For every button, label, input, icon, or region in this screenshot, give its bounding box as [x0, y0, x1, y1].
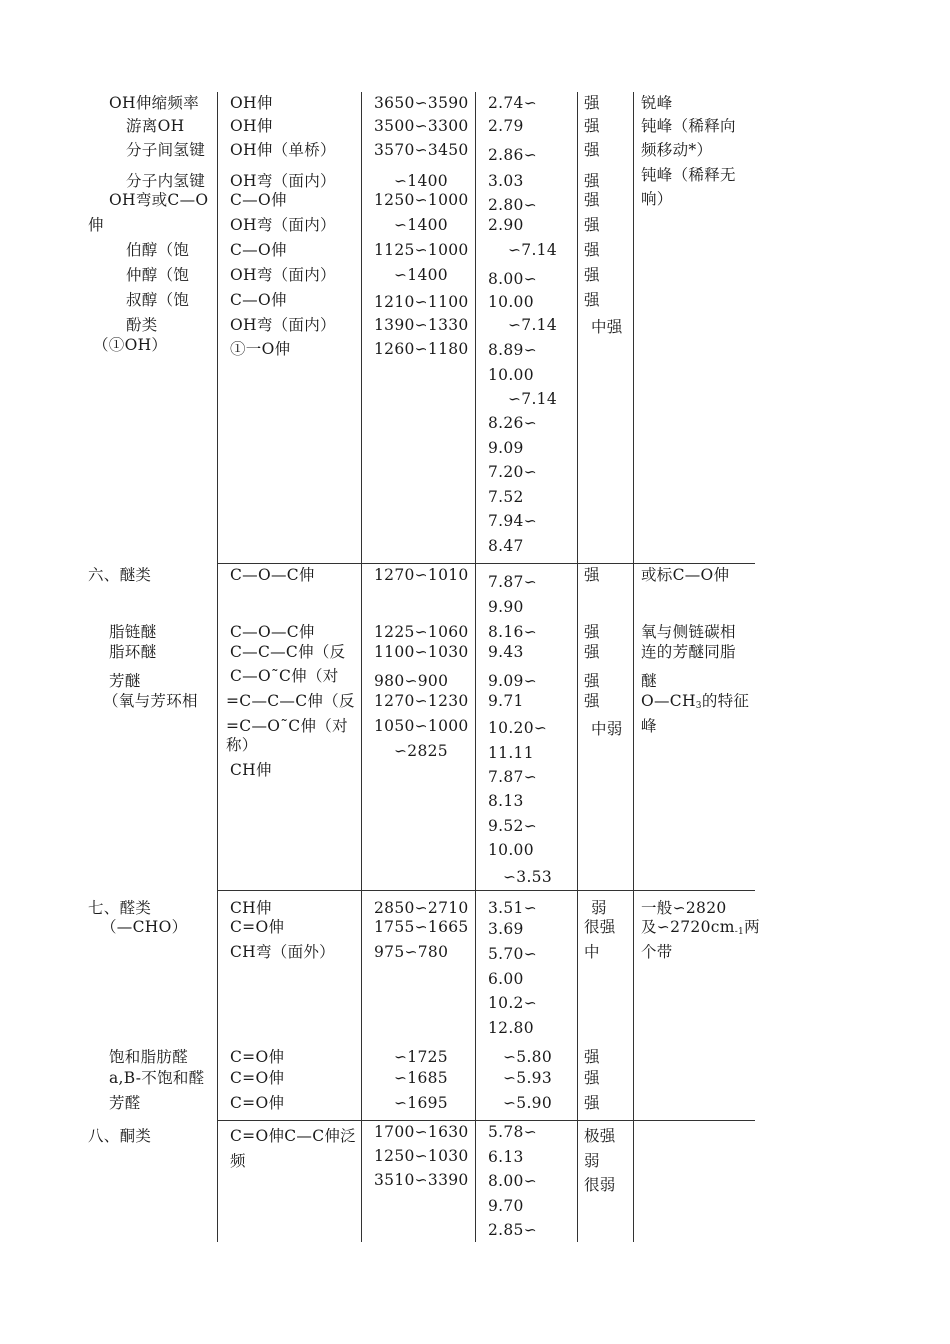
intensity: 强: [584, 643, 600, 661]
group-label: 分子内氢键: [126, 172, 206, 190]
vibration-mode: 频: [230, 1152, 246, 1170]
wavelength: ∽5.93: [503, 1069, 552, 1087]
wavelength: 7.94∽: [488, 512, 537, 530]
wavelength: 7.87∽: [488, 573, 537, 591]
wavelength: 2.86∽: [488, 146, 537, 164]
intensity: 很弱: [584, 1176, 616, 1194]
wavenumber: 1755∽1665: [374, 918, 469, 936]
vibration-mode: C—O伸: [230, 191, 287, 209]
wavenumber: 1210∽1100: [374, 293, 469, 311]
group-label: OH弯或C—O: [109, 191, 209, 209]
wavenumber: 3510∽3390: [374, 1171, 469, 1189]
vibration-mode: OH伸（单桥）: [230, 141, 336, 159]
wavenumber: 1700∽1630: [374, 1123, 469, 1141]
vibration-mode: C—O伸: [230, 241, 287, 259]
wavelength: 10.00: [488, 293, 534, 311]
remark: 锐峰: [641, 94, 673, 112]
wavenumber: ∽1725: [394, 1048, 448, 1066]
intensity: 强: [584, 94, 600, 112]
group-label: 游离OH: [126, 117, 185, 135]
remark: 醚: [641, 672, 657, 690]
intensity: 强: [584, 623, 600, 641]
wavenumber: ∽1695: [394, 1094, 448, 1112]
wavelength: ∽5.90: [503, 1094, 552, 1112]
vibration-mode: C—C—C伸（反: [230, 643, 346, 661]
wavelength: 2.79: [488, 117, 524, 135]
wavenumber: 1250∽1000: [374, 191, 469, 209]
vibration-mode: ①一O伸: [230, 340, 291, 358]
wavelength: 7.52: [488, 488, 524, 506]
vibration-mode: CH伸: [230, 761, 272, 779]
wavelength: 7.20∽: [488, 463, 537, 481]
intensity: 很强: [584, 918, 616, 936]
remark: 钝峰（稀释向: [641, 117, 736, 135]
wavelength: 10.2∽: [488, 994, 537, 1012]
vibration-mode: C—O˜C伸（对: [230, 667, 339, 685]
group-label: 脂链醚: [109, 623, 157, 641]
wavelength: 6.00: [488, 970, 524, 988]
wavenumber: ∽1400: [394, 266, 448, 284]
remark-part: 两: [744, 918, 760, 936]
wavelength: 2.85∽: [488, 1221, 537, 1239]
row-divider-ketone: [218, 1120, 755, 1121]
wavelength: 9.90: [488, 598, 524, 616]
intensity: 强: [584, 191, 600, 209]
group-label: （①OH）: [93, 336, 168, 354]
column-divider-4: [577, 92, 578, 1242]
wavelength: 6.13: [488, 1148, 524, 1166]
wavelength: 8.47: [488, 537, 524, 555]
wavelength: 12.80: [488, 1019, 534, 1037]
column-divider-5: [633, 92, 634, 1242]
wavenumber: 1100∽1030: [374, 643, 469, 661]
wavenumber: ∽1400: [394, 216, 448, 234]
group-label: a,B-不饱和醛: [109, 1069, 205, 1087]
row-divider-aldehyde: [218, 890, 755, 891]
wavelength: 9.43: [488, 643, 524, 661]
remark: 氧与侧链碳相: [641, 623, 736, 641]
column-divider-2: [361, 92, 362, 1242]
vibration-mode: C=O伸: [230, 1094, 285, 1112]
wavelength: 9.09: [488, 439, 524, 457]
wavelength: 8.16∽: [488, 623, 537, 641]
wavelength: 9.52∽: [488, 817, 537, 835]
remark-part: 及∽2720cm: [641, 918, 735, 936]
wavenumber: 2850∽2710: [374, 899, 469, 917]
wavenumber: 975∽780: [374, 943, 449, 961]
wavelength: 2.80∽: [488, 196, 537, 214]
group-label: 分子间氢键: [126, 141, 206, 159]
vibration-mode: =C—C—C伸（反: [226, 692, 355, 710]
wavenumber: 3570∽3450: [374, 141, 469, 159]
intensity: 强: [584, 216, 600, 234]
remark-subscript: 3: [695, 701, 702, 711]
wavelength: ∽7.14: [508, 316, 557, 334]
vibration-mode: OH伸: [230, 94, 273, 112]
wavelength: 3.03: [488, 172, 524, 190]
group-label: 饱和脂肪醛: [109, 1048, 189, 1066]
wavelength: 10.20∽: [488, 719, 548, 737]
vibration-mode: C—O伸: [230, 291, 287, 309]
wavenumber: 1050∽1000: [374, 717, 469, 735]
wavelength: 7.87∽: [488, 768, 537, 786]
vibration-mode: =C—O˜C伸（对: [226, 717, 348, 735]
intensity: 强: [584, 241, 600, 259]
wavelength: 10.00: [488, 366, 534, 384]
row-divider-ether: [218, 563, 755, 564]
group-label: （氧与芳环相: [103, 692, 198, 710]
wavenumber: ∽2825: [394, 742, 448, 760]
wavelength: 3.69: [488, 920, 524, 938]
remark: 响）: [641, 190, 673, 208]
group-label: （—CHO）: [101, 918, 188, 936]
vibration-mode: OH弯（面内）: [230, 172, 336, 190]
intensity: 强: [584, 172, 600, 190]
section-heading: 六、醚类: [88, 566, 152, 584]
wavelength: ∽5.80: [503, 1048, 552, 1066]
vibration-mode: CH弯（面外）: [230, 943, 335, 961]
group-label: 仲醇（饱: [126, 266, 190, 284]
vibration-mode: OH伸: [230, 117, 273, 135]
wavelength: 9.09∽: [488, 672, 537, 690]
wavenumber: 980∽900: [374, 672, 449, 690]
intensity: 强: [584, 566, 600, 584]
wavelength: 11.11: [488, 744, 534, 762]
wavelength: 8.89∽: [488, 341, 537, 359]
intensity: 强: [584, 1048, 600, 1066]
remark: 一般∽2820: [641, 899, 727, 917]
vibration-mode: OH弯（面内）: [230, 316, 336, 334]
remark-part: 的特征: [701, 692, 750, 710]
wavenumber: 1250∽1030: [374, 1147, 469, 1165]
intensity: 中弱: [591, 720, 623, 738]
vibration-mode: 称）: [226, 736, 258, 754]
wavenumber: 1270∽1010: [374, 566, 469, 584]
intensity: 强: [584, 117, 600, 135]
intensity: 强: [584, 1069, 600, 1087]
wavenumber: 1225∽1060: [374, 623, 469, 641]
column-divider-3: [475, 92, 476, 1242]
wavenumber: 1390∽1330: [374, 316, 469, 334]
remark: 钝峰（稀释无: [641, 166, 736, 184]
vibration-mode: C=O伸: [230, 1069, 285, 1087]
wavenumber: 3650∽3590: [374, 94, 469, 112]
wavelength: 9.70: [488, 1197, 524, 1215]
remark: [641, 918, 760, 941]
vibration-mode: C=O伸: [230, 918, 285, 936]
group-label: 酚类: [126, 316, 158, 334]
remark: [641, 692, 749, 715]
wavelength: 8.13: [488, 792, 524, 810]
group-label: 叔醇（饱: [126, 291, 190, 309]
remark: 频移动*）: [641, 141, 713, 159]
wavenumber: 1260∽1180: [374, 340, 469, 358]
intensity: 极强: [584, 1127, 616, 1145]
wavelength: 2.74∽: [488, 94, 537, 112]
remark: 个带: [641, 943, 673, 961]
intensity: 弱: [591, 899, 607, 917]
section-heading: 八、酮类: [88, 1127, 152, 1145]
wavelength: 8.26∽: [488, 414, 537, 432]
vibration-mode: OH弯（面内）: [230, 266, 336, 284]
remark-subscript: -1: [734, 927, 745, 937]
wavelength: 5.78∽: [488, 1123, 537, 1141]
remark: 或标C—O伸: [641, 566, 730, 584]
group-label: 伸: [88, 216, 104, 234]
intensity: 强: [584, 692, 600, 710]
wavelength: 8.00∽: [488, 270, 537, 288]
group-label: OH伸缩频率: [109, 94, 200, 112]
vibration-mode: C=O伸: [230, 1048, 285, 1066]
vibration-mode: OH弯（面内）: [230, 216, 336, 234]
intensity: 弱: [584, 1152, 600, 1170]
remark-part: O—CH: [641, 692, 696, 710]
wavelength: 5.70∽: [488, 945, 537, 963]
intensity: 强: [584, 291, 600, 309]
wavelength: 8.00∽: [488, 1172, 537, 1190]
section-heading: 七、醛类: [88, 899, 152, 917]
wavelength: 10.00: [488, 841, 534, 859]
intensity: 强: [584, 1094, 600, 1112]
intensity: 中: [584, 943, 600, 961]
wavelength: ∽7.14: [508, 390, 557, 408]
group-label: 芳醚: [109, 672, 141, 690]
wavenumber: ∽1400: [394, 172, 448, 190]
vibration-mode: CH伸: [230, 899, 272, 917]
intensity: 强: [584, 141, 600, 159]
remark: 连的芳醚同脂: [641, 643, 736, 661]
wavelength: 3.51∽: [488, 899, 537, 917]
wavenumber: ∽1685: [394, 1069, 448, 1087]
group-label: 芳醛: [109, 1094, 141, 1112]
wavelength: 2.90: [488, 216, 524, 234]
wavenumber: 1270∽1230: [374, 692, 469, 710]
vibration-mode: C—O—C伸: [230, 623, 315, 641]
vibration-mode: C—O—C伸: [230, 566, 315, 584]
group-label: 脂环醚: [109, 643, 157, 661]
remark: 峰: [641, 717, 657, 735]
wavelength: ∽7.14: [508, 241, 557, 259]
column-divider-1: [217, 92, 218, 1242]
wavelength: ∽3.53: [503, 868, 552, 886]
wavenumber: 1125∽1000: [374, 241, 469, 259]
intensity: 中强: [591, 318, 623, 336]
intensity: 强: [584, 266, 600, 284]
wavenumber: 3500∽3300: [374, 117, 469, 135]
wavelength: 9.71: [488, 692, 524, 710]
group-label: 伯醇（饱: [126, 241, 190, 259]
vibration-mode: C=O伸C—C伸泛: [230, 1127, 356, 1145]
intensity: 强: [584, 672, 600, 690]
